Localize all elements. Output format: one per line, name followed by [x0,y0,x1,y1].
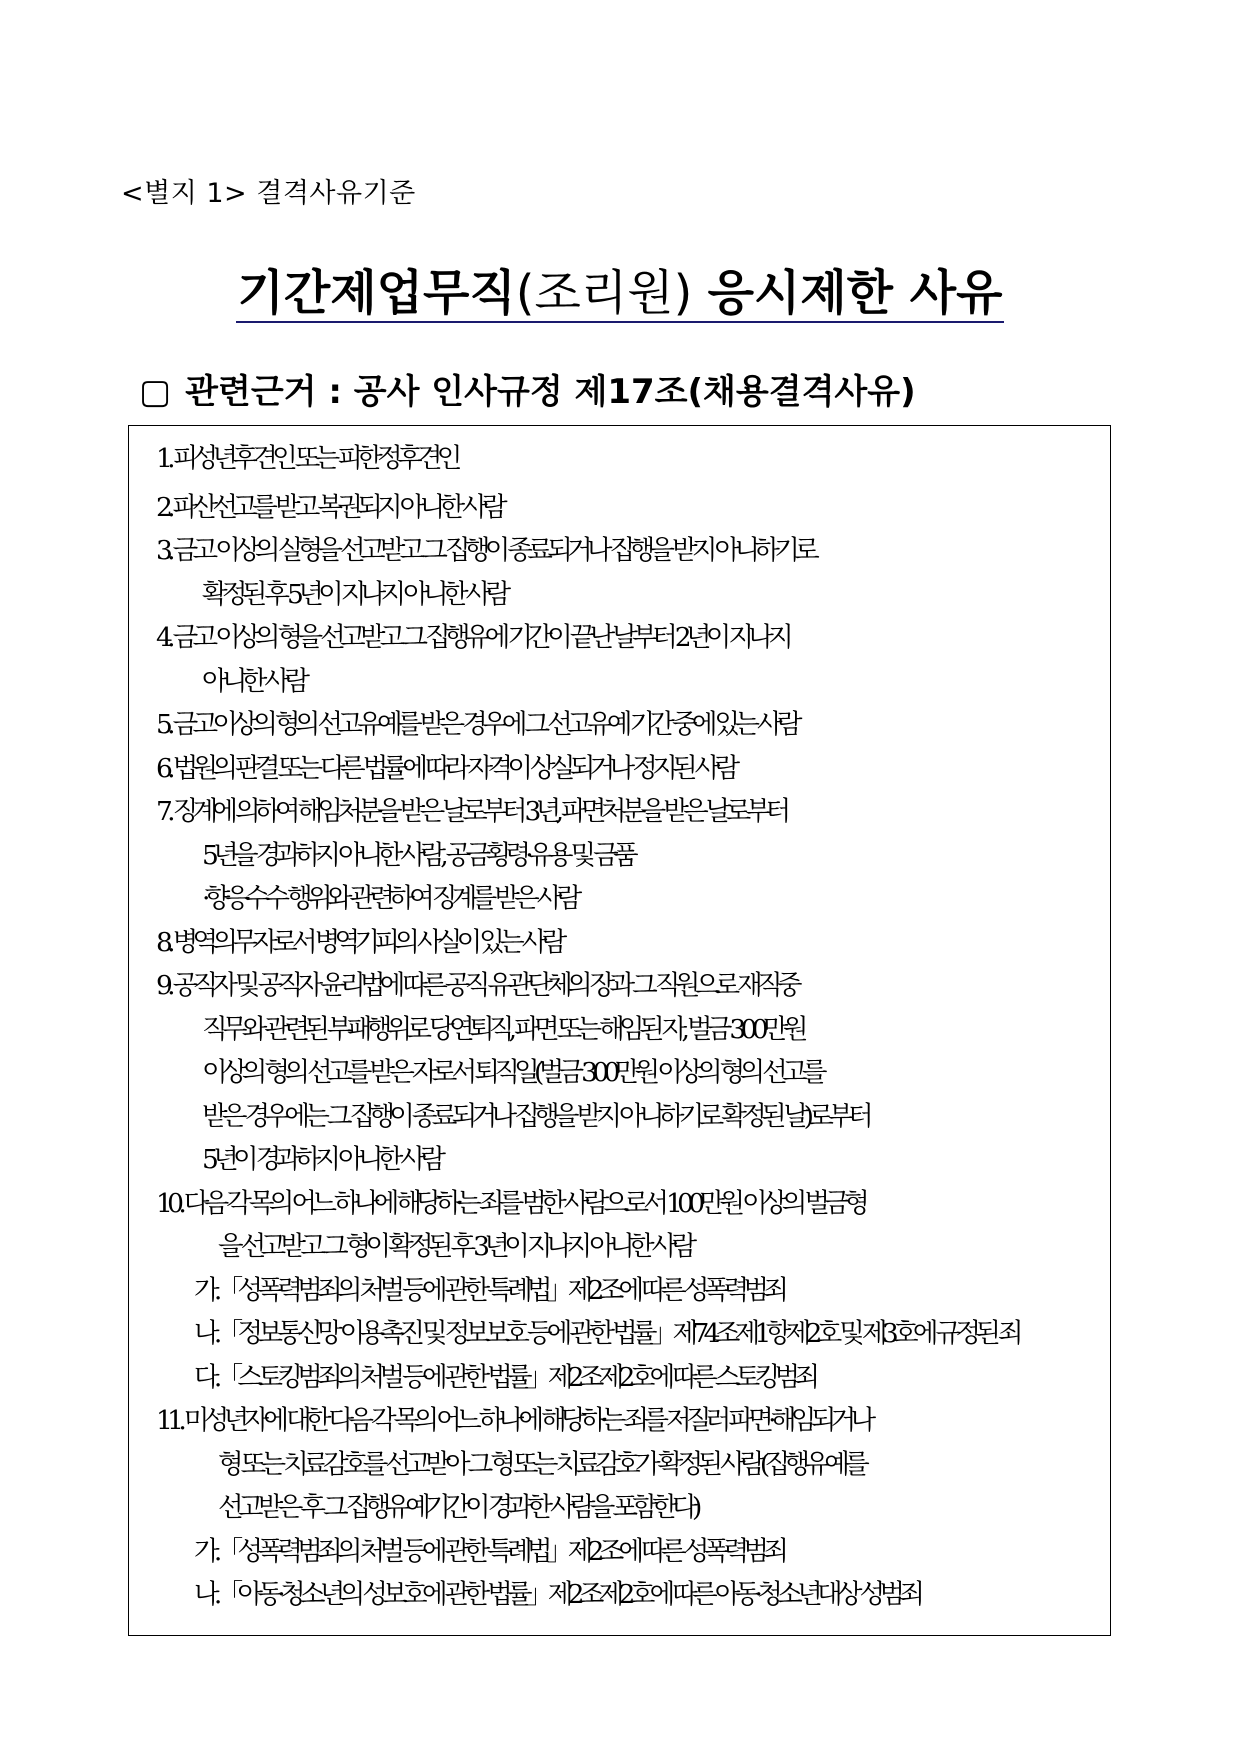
list-item-9-cont-3: 받은 경우에는 그 집행이 종료되거나 집행을 받지 아니하기로 확정된 날)로부터 [202,1100,868,1132]
list-item-5: 5. 금고이상의 형의 선고유예를 받은 경우에 그 선고유예 기간 중에 있는 사람 [156,709,797,740]
list-item-3-cont: 확정된 후 5년이 지나지 아니한 사람 [202,578,506,610]
list-item-10-cont: 을 선고받고 그 형이 확정된 후 3년이 지나지 아니한 사람 [218,1231,692,1262]
list-item-7-cont-2: ·향응수수 행위와 관련하여 징계를 받은 사람 [202,883,577,914]
list-item-3: 3. 금고 이상의 실형을 선고받고 그 집행이 종료되거나 집행을 받지 아니하기로 [156,535,814,566]
list-item-1: 1. 피성년후견인 또는 피한정후견인 [156,443,457,474]
list-item-10: 10. 다음 각 목의 어느 하나에 해당하는 죄를 범한 사람으로서 100만원 이상의 벌금형 [156,1187,865,1219]
title-suffix: 응시제한 사유 [707,265,1003,321]
list-item-11-sub-ga: 가.「성폭력범죄의 처벌 등에 관한 특례법」제2조에 따른 성폭력범죄 [194,1535,784,1567]
list-item-10-sub-na: 나.「정보통신망 이용촉진 및 정보보호 등에 관한 법률」제74조제1항제2호 및 제3호에 규정된 죄 [194,1318,1018,1349]
legal-basis-text: 관련근거 : 공사 인사규정 제17조(채용결격사유) [185,372,916,412]
list-item-4: 4. 금고 이상의 형을 선고받고 그 집행유에 기간이 끝난 날부터 2년이 지나지 [156,622,789,653]
list-item-10-sub-da: 다.「스토킹범죄의 처벌 등에 관한 법률」제2조제2호에 따른 스토킹범죄 [194,1361,815,1393]
list-item-2: 2. 파산선고를 받고 복권되지 아니한 사람 [156,491,502,523]
annex-label: <별지 1> 결격사유기준 [121,178,416,209]
list-item-9-cont-2: 이상의 형의 선고를 받은 자로서 퇴직일(벌금 300만원 이상의 형의 선고를 [202,1057,822,1088]
disqualification-list [156,437,1106,1617]
list-item-7-cont: 5년을 경과하지 아니한 사람, 공금횡령·유용 및 금품 [202,839,633,871]
list-item-11: 11. 미성년자에 대한 다음 각 목의 어느 하나에 해당하는 죄를 저질러 파면·해임되거나 [156,1405,871,1436]
list-item-11-cont: 형 또는 치료감호를 선고받아 그 형 또는 치료감호가 확정된 사람(집행유예를 [218,1448,865,1480]
list-item-9-cont: 직무와 관련된 부패행위로 당연퇴직, 파면 또는 해임된 자, 벌금 300만원 [202,1013,803,1045]
title-main: 기간제업무직 [237,265,516,321]
page-title-underlined [236,265,1005,323]
list-item-11-sub-na: 나.「아동·청소년의 성보호에 관한 법률」제2조제2호에 따른 아동·청소년대상 성범죄 [194,1579,920,1610]
list-item-4-cont: 아니한 사람 [202,665,305,697]
page-title [0,262,1240,324]
title-paren: (조리원) [515,265,693,321]
list-item-8: 8. 병역의무자로서 병역기피의 사실이 있는 사람 [156,926,562,958]
list-item-11-cont-2: 선고받은 후 그 집행유예기간이 경과한 사람을 포함한다) [218,1492,697,1523]
list-item-9: 9. 공직자 및 공직자 윤리법에 따른 공직 유관단체의 장과 그 직원으로 재직중 [156,970,797,1001]
list-item-9-cont-4: 5년이 경과하지 아니한 사람 [202,1144,441,1175]
list-item-6: 6. 법원의 판결 또는 다른 법률에 따라 자격이 상실되거나 정지된 사람 [156,752,735,784]
square-bullet-icon: ▢ [139,372,172,412]
list-item-10-sub-ga: 가.「성폭력범죄의 처벌 등에 관한 특례법」제2조에 따른 성폭력범죄 [194,1274,784,1306]
legal-basis-heading [139,368,916,416]
list-item-7: 7. 징계에 의하여 해임처분을 받은 날로부터 3년, 파면처분을 받은 날로부터 [156,796,786,827]
